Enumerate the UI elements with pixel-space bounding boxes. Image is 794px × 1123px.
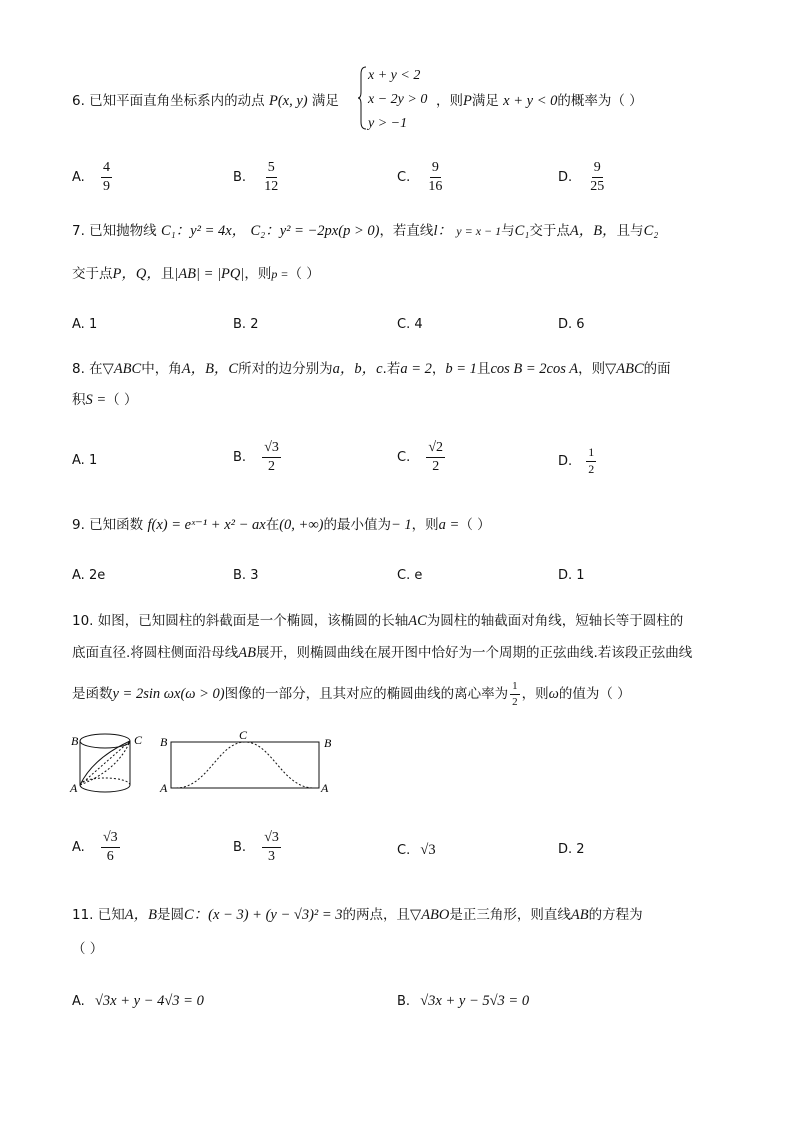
q10-eq: y = 2sin ωx(ω > 0) [112, 686, 225, 703]
sine-unroll-icon [171, 742, 319, 788]
option-value: 6 [576, 317, 585, 332]
q10-option-a[interactable] [72, 830, 120, 865]
q6-point: P(x, y) [268, 93, 308, 109]
q6-suffix-c: 的概率为（ ） [557, 93, 643, 109]
option-value: 4 [414, 317, 423, 332]
q6-mid: 满足 [311, 93, 339, 109]
q6-sys-eq2: x − 2y > 0 [368, 92, 428, 107]
q10-text: ，则 [521, 686, 549, 703]
option-value: 2 [250, 317, 259, 332]
q10-text: 图像的一部分，且其对应的椭圆曲线的离心率为 [224, 686, 509, 703]
q8-eq1: a = 2 [400, 361, 432, 377]
frac-den: 2 [432, 459, 440, 475]
option-label: C. [397, 843, 411, 858]
option-label: A. [72, 453, 85, 468]
option-label: D. [558, 170, 573, 186]
q10-line1 [72, 614, 683, 629]
q8-text: 8. 在 [72, 361, 103, 377]
q7-option-d[interactable] [558, 318, 585, 331]
option-value: 1 [88, 317, 98, 332]
q8-text: 所对的边分别为 [238, 361, 333, 377]
q11-text: 的方程为 [588, 907, 643, 923]
q11-circle: C：(x − 3) + (y − √3)² = 3 [183, 907, 343, 923]
q7-line2 [72, 267, 320, 282]
q10-option-c[interactable] [397, 843, 436, 858]
frac-den: 25 [590, 179, 605, 195]
option-label: B. [233, 170, 247, 186]
q11-text: 是正三角形，则直线 [449, 907, 571, 923]
option-label: B. [397, 994, 411, 1009]
frac-den: 2 [268, 459, 276, 475]
q8-s: S = [85, 392, 107, 408]
q6-option-b[interactable] [233, 160, 280, 195]
q10-line2 [72, 646, 692, 661]
fig-label-a3: A [321, 781, 329, 795]
q7-leq: y = x − 1 [456, 224, 502, 238]
frac-den: 2 [588, 461, 595, 476]
q10-text: 展开，则椭圆曲线在展开图中恰好为一个周期的正弦曲线.若该段正弦曲线 [256, 645, 693, 661]
q8-eq3: cos B = 2cos A [490, 361, 579, 377]
q8-option-a[interactable] [72, 454, 97, 467]
q11-ab2: AB [570, 907, 589, 923]
option-value: 3 [250, 568, 259, 583]
option-value: 1 [576, 568, 585, 583]
frac-den: 3 [268, 849, 276, 865]
q8-line2 [72, 393, 137, 408]
frac-den: 9 [102, 179, 110, 195]
q9-interval: (0, +∞) [279, 517, 324, 533]
q8-eq2: b = 1 [445, 361, 477, 377]
q10-omega: ω [548, 686, 559, 703]
q10-option-b[interactable] [233, 830, 281, 865]
q9-text: ，则 [411, 517, 439, 533]
q7-text: 7. 已知抛物线 [72, 223, 157, 239]
q7-text: 且与 [616, 223, 644, 239]
q10-option-d[interactable] [558, 843, 585, 856]
option-value: √3 [420, 842, 436, 858]
option-value: 1 [88, 453, 98, 468]
q9-option-a[interactable] [72, 569, 105, 582]
q6-cond: x + y < 0 [503, 93, 558, 109]
option-label: C. [397, 317, 411, 332]
option-label: A. [72, 994, 85, 1009]
q10-text: 的值为（ ） [558, 686, 631, 703]
q7-text: 交于点 [529, 223, 570, 239]
option-label: B. [233, 840, 247, 856]
frac-den: 6 [106, 849, 114, 865]
q9-text: 的最小值为 [323, 517, 391, 533]
q10-line3 [72, 680, 631, 708]
frac-num: √2 [426, 440, 445, 458]
option-label: B. [233, 317, 247, 332]
frac-num: 1 [586, 446, 596, 462]
frac-num: 4 [101, 160, 112, 178]
fig-label-c1: C [134, 733, 143, 747]
q8-option-c[interactable] [397, 440, 445, 475]
q7-text: （ ） [288, 266, 320, 282]
q9-option-c[interactable] [397, 569, 422, 582]
q6-option-d[interactable] [558, 160, 606, 195]
option-label: A. [72, 568, 85, 583]
q6-stem [72, 94, 339, 109]
q10-figure [68, 728, 338, 798]
frac-den: 16 [428, 179, 443, 195]
q10-text: 是函数 [72, 686, 113, 703]
option-label: C. [397, 170, 411, 186]
q8-text: ，则 [578, 361, 606, 377]
option-label: C. [397, 450, 411, 466]
cylinder-icon [80, 734, 130, 792]
q6-prefix: 6. 已知平面直角坐标系内的动点 [72, 93, 265, 109]
q8-text: ， [431, 361, 446, 377]
option-value: 2 [576, 842, 585, 857]
fig-label-a1: A [70, 781, 78, 795]
frac-num: 5 [266, 160, 277, 178]
q8-line1 [72, 362, 671, 377]
q9-text: （ ） [459, 517, 491, 533]
q9-stem [72, 518, 491, 533]
fig-label-b2: B [160, 735, 168, 749]
q11-text: 是圆 [156, 907, 184, 923]
q8-sides: a，b，c [332, 361, 383, 377]
q9-text: 9. 已知函数 [72, 517, 144, 533]
q11-text: 11. 已知 [72, 907, 125, 923]
brace-icon [358, 66, 368, 130]
q6-suffix-p: P [463, 93, 472, 109]
q8-text: 中，角 [141, 361, 182, 377]
q10-ac: AC [408, 613, 427, 629]
option-value: e [414, 568, 423, 583]
q9-text: 在 [265, 517, 280, 533]
frac-num: 9 [430, 160, 441, 178]
q7-l: l： [433, 223, 452, 239]
q7-text: 与 [501, 223, 515, 239]
q7-text: ，若直线 [379, 223, 434, 239]
option-label: B. [233, 450, 247, 466]
q6-option-a[interactable] [72, 160, 112, 195]
fig-label-b3: B [324, 736, 332, 750]
q10-text: 为圆柱的轴截面对角线，短轴长等于圆柱的 [426, 613, 684, 629]
fig-label-c2: C [239, 728, 248, 742]
q8-text: 且 [476, 361, 491, 377]
frac-num: √3 [262, 440, 281, 458]
q9-option-b[interactable] [233, 569, 258, 582]
q8-tri2: ▽ABC [605, 361, 644, 377]
q7-option-b[interactable] [233, 318, 258, 331]
q11-line1 [72, 908, 643, 923]
q7-eq: |AB| = |PQ| [174, 266, 245, 282]
q10-text: 10. 如图，已知圆柱的斜截面是一个椭圆，该椭圆的长轴 [72, 613, 409, 629]
q7-c1-ref: C₁ [514, 223, 530, 239]
option-value: 2e [88, 568, 106, 583]
option-value: √3x + y − 4√3 = 0 [94, 993, 204, 1009]
q6-suffix-a: ，则 [436, 93, 463, 109]
q10-text: 底面直径.将圆柱侧面沿母线 [72, 645, 239, 661]
frac-num: 9 [592, 160, 603, 178]
frac-den: 2 [512, 695, 518, 708]
q11-tri: ▽ABO [410, 907, 450, 923]
q11-line2: （ ） [72, 941, 104, 957]
option-label: D. [558, 453, 573, 469]
q7-c2-ref: C₂ [643, 223, 659, 239]
q11-text: 的两点，且 [342, 907, 411, 923]
q6-suffix-b: 满足 [471, 93, 499, 109]
q6-stem-end [436, 94, 643, 109]
option-label: D. [558, 842, 573, 857]
q11-option-a[interactable] [72, 994, 204, 1009]
q7-points: A，B， [569, 223, 617, 239]
frac-den: 12 [264, 179, 279, 195]
q8-text: （ ） [106, 392, 138, 408]
q9-func: f(x) = eˣ⁻¹ + x² − ax [147, 517, 266, 533]
q7-text: 交于点 [72, 266, 113, 282]
frac-num: 1 [510, 680, 520, 695]
q6-sys-eq3: y > −1 [368, 116, 408, 131]
option-value: √3x + y − 5√3 = 0 [420, 993, 530, 1009]
q9-a: a = [438, 517, 460, 533]
frac-num: √3 [101, 830, 120, 848]
q8-text: 的面 [643, 361, 671, 377]
q8-text: .若 [382, 361, 401, 377]
option-label: D. [558, 317, 573, 332]
option-label: A. [72, 170, 85, 186]
fig-label-b1: B [71, 734, 79, 748]
q7-option-a[interactable] [72, 318, 97, 331]
q7-text: 且 [160, 266, 175, 282]
option-label: A. [72, 317, 85, 332]
q9-minval: − 1 [390, 517, 412, 533]
q10-ab: AB [238, 645, 257, 661]
q6-option-c[interactable] [397, 160, 444, 195]
q7-c1: C₁：y² = 4x， [160, 223, 247, 239]
q7-c2: C₂：y² = −2px(p > 0) [250, 223, 380, 239]
q6-sys-eq1: x + y < 2 [368, 68, 421, 83]
q7-option-c[interactable] [397, 318, 423, 331]
q8-option-b[interactable] [233, 440, 281, 475]
option-label: C. [397, 568, 411, 583]
q8-option-d[interactable] [558, 446, 596, 477]
q7-line1 [72, 224, 658, 239]
q9-option-d[interactable] [558, 569, 585, 582]
q6-system [362, 66, 447, 130]
option-label: B. [233, 568, 247, 583]
q11-option-b[interactable] [397, 994, 529, 1009]
frac-num: √3 [262, 830, 281, 848]
q7-p: p = [271, 267, 289, 281]
q8-abc: A，B，C [181, 361, 239, 377]
option-label: D. [558, 568, 573, 583]
q7-text: ，则 [244, 266, 272, 282]
option-label: A. [72, 840, 85, 856]
q11-ab: A，B [124, 907, 157, 923]
q8-text: 积 [72, 392, 86, 408]
fig-label-a2: A [160, 781, 168, 795]
q8-tri: ▽ABC [102, 361, 142, 377]
q7-points2: P，Q， [112, 266, 161, 282]
